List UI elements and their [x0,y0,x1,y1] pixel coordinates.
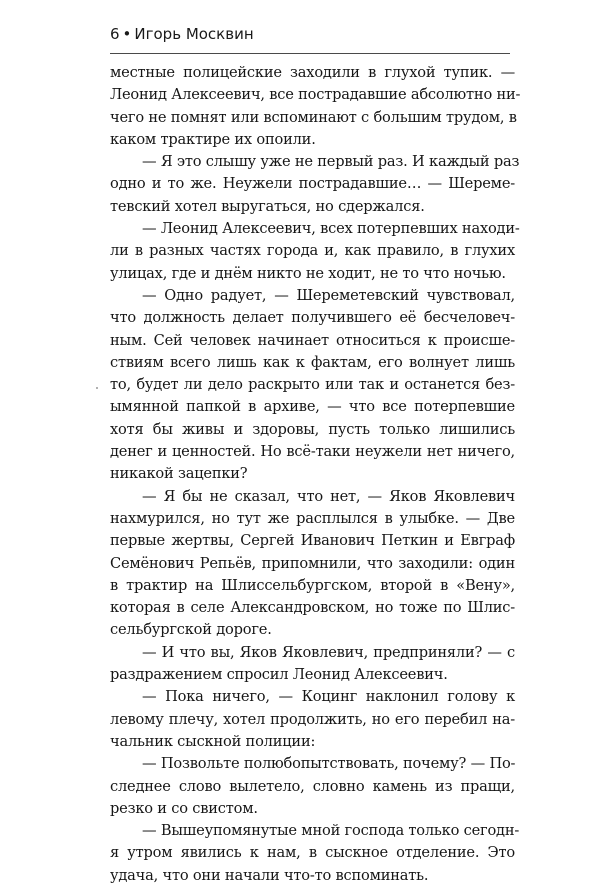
author-name: Игорь Москвин [134,25,254,43]
header-rule [110,53,510,54]
text-line: местные полицейские заходили в глухой тупик. — [110,64,515,81]
page-number: 6 [110,25,120,43]
text-line: следнее слово вылетело, словно камень из пращи, [110,777,515,795]
text-line: тевский хотел выругаться, но сдержался. [110,197,425,215]
text-line: — Леонид Алексеевич, всех потерпевших находи- [142,220,520,238]
text-line: сельбургской дороге. [110,621,272,639]
text-line: ствиям всего лишь как к фактам, его волнует лишь [110,353,515,371]
text-line: левому плечу, хотел продолжить, но его перебил на- [110,710,515,728]
text-line: — Вышеупомянутые мной господа только сегодн- [142,822,520,840]
text-line: что должность делает получившего её бесчеловеч- [110,309,515,327]
text-line: никакой зацепки? [110,465,248,483]
text-line: первые жертвы, Сергей Иванович Петкин и Евграф [110,532,515,550]
text-line: ным. Сей человек начинает относиться к происше- [110,331,515,349]
text-line: ымянной папкой в архиве, — что все потерпевшие [110,398,515,416]
text-line: — Я бы не сказал, что нет, — Яков Яковлевич [142,487,515,505]
text-line: улицах, где и днём никто не ходит, не то что ночью. [110,264,506,282]
text-line: — Одно радует, — Шереметевский чувствовал, [142,286,515,304]
text-line: одно и то же. Неужели пострадавшие… — Шереме- [110,175,515,193]
text-line: — Я это слышу уже не первый раз. И каждый раз [142,153,520,171]
print-speck [96,387,98,389]
text-line: — И что вы, Яков Яковлевич, предприняли? — с [142,643,515,661]
text-line: хотя бы живы и здоровы, пусть только лишились [110,420,515,438]
header-separator: • [122,25,132,43]
text-line: нахмурился, но тут же расплылся в улыбке. — Две [110,509,515,527]
text-line: которая в селе Александровском, но тоже по Шлис- [110,599,515,617]
text-line: — Позвольте полюбопытствовать, почему? — По- [142,755,516,773]
text-line: я утром явились к нам, в сыскное отделение. Это [110,844,515,862]
text-line: ли в разных частях города и, как правило, в глухих [110,242,515,260]
text-line: то, будет ли дело раскрыто или так и останется без- [110,376,515,394]
body-text [110,62,521,887]
text-line: резко и со свистом. [110,799,258,817]
text-line: каком трактире их опоили. [110,130,316,148]
text-line: чего не помнят или вспоминают с большим трудом, в [110,108,517,126]
text-line: раздражением спросил Леонид Алексеевич. [110,666,448,684]
text-line: удача, что они начали что-то вспоминать. [110,866,429,884]
text-line: Семёнович Репьёв, припомнили, что заходили: один [110,554,515,572]
text-line: денег и ценностей. Но всё-таки неужели нет ничего, [110,443,515,461]
text-line: — Пока ничего, — Коцинг наклонил голову к [142,688,515,706]
running-head [110,24,254,44]
text-line: Леонид Алексеевич, все пострадавшие абсолютно ни- [110,86,521,104]
text-line: в трактир на Шлиссельбургском, второй в «Вену», [110,576,515,594]
text-line: чальник сыскной полиции: [110,732,316,750]
